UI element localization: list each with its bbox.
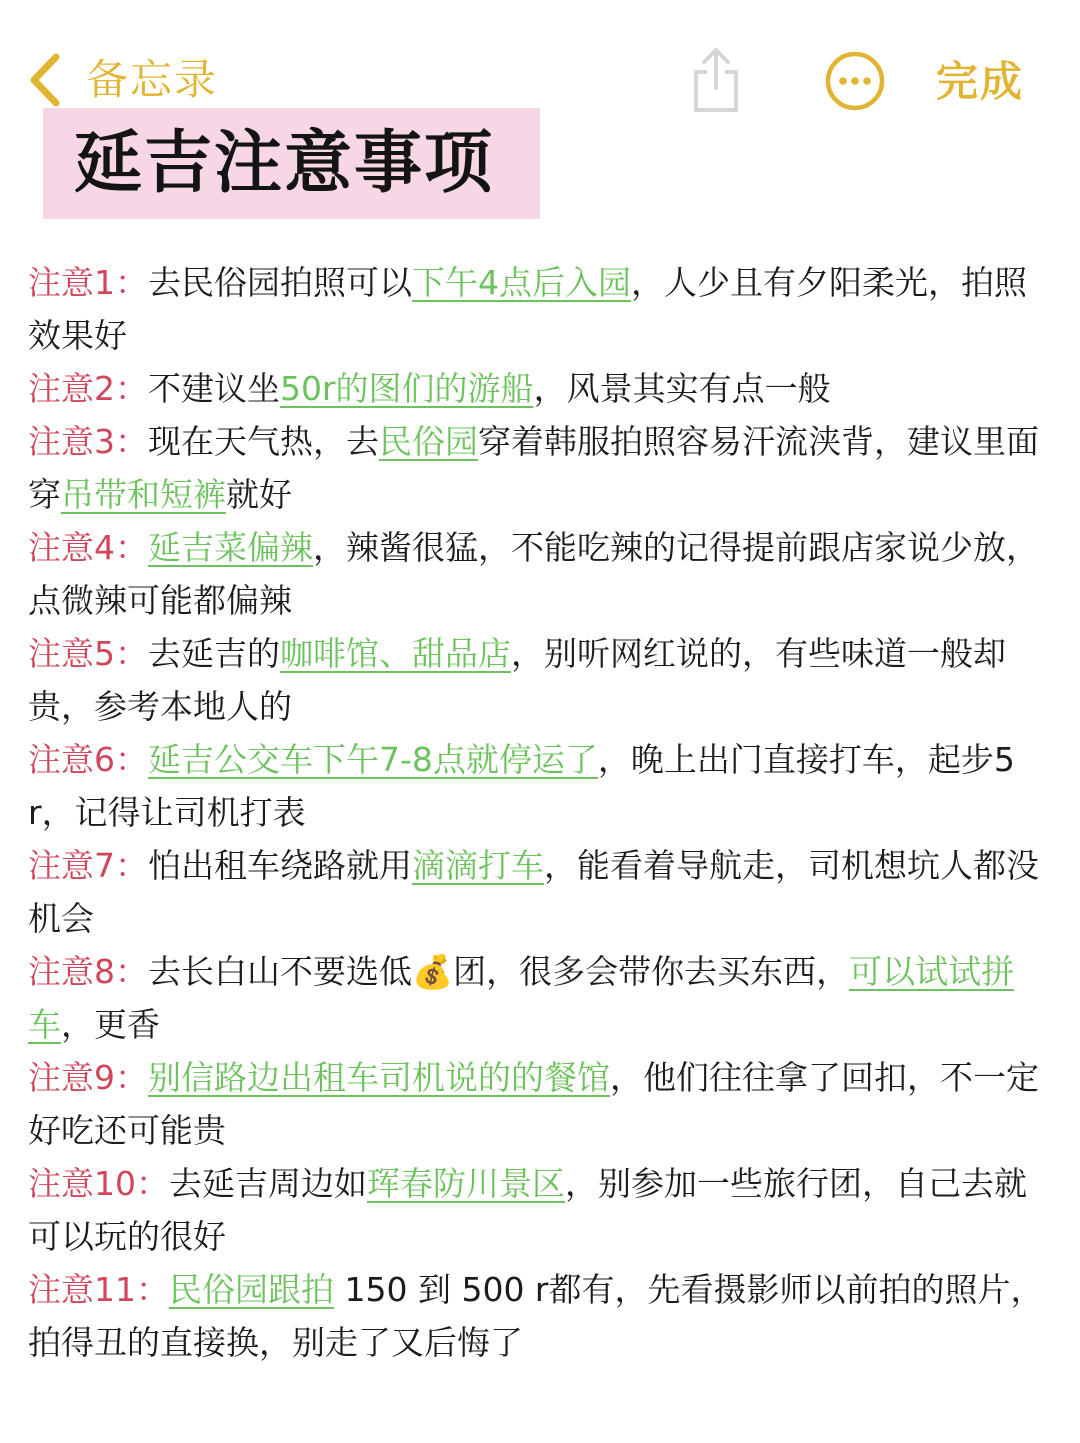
note-item <box>28 1157 1052 1263</box>
note-label: 注意9： <box>28 1058 148 1097</box>
note-text: ，能看着导航走，司机想坑人都没机会 <box>28 846 1039 938</box>
note-text: ，别听网红说的，有些味道一般却贵，参考本地人的 <box>28 634 1006 726</box>
note-label: 注意11： <box>28 1270 169 1309</box>
more-icon <box>824 97 886 116</box>
share-icon <box>688 101 744 120</box>
note-highlight: 别信路边出租车司机说的的餐馆 <box>148 1058 610 1097</box>
note-label: 注意8： <box>28 952 148 991</box>
note-text: ，晚上出门直接打车，起步5 r，记得让司机打表 <box>28 740 1015 832</box>
note-item <box>28 521 1052 627</box>
note-label: 注意1： <box>28 263 148 302</box>
note-label: 注意2： <box>28 369 148 408</box>
note-text: 150 到 500 r都有，先看摄影师以前拍的照片，拍得丑的直接换，别走了又后悔了 <box>28 1270 1044 1362</box>
note-text: ，他们往往拿了回扣，不一定好吃还可能贵 <box>28 1058 1039 1150</box>
chevron-left-icon <box>28 52 62 108</box>
note-label: 注意5： <box>28 634 148 673</box>
note-item <box>28 362 1052 415</box>
note-item <box>28 945 1052 1051</box>
note-highlight: 民俗园跟拍 <box>169 1270 334 1309</box>
note-text: ，别参加一些旅行团，自己去就可以玩的很好 <box>28 1164 1027 1256</box>
back-button[interactable] <box>28 50 218 110</box>
note-item <box>28 415 1052 521</box>
note-body <box>28 256 1052 1369</box>
done-button[interactable]: 完成 <box>936 57 1025 106</box>
note-text: 去民俗园拍照可以 <box>148 263 412 302</box>
note-text: 现在天气热，去 <box>148 422 379 461</box>
note-item <box>28 839 1052 945</box>
share-button[interactable] <box>688 46 744 120</box>
note-text: ，辣酱很猛，不能吃辣的记得提前跟店家说少放，点微辣可能都偏辣 <box>28 528 1039 620</box>
more-button[interactable] <box>824 50 886 116</box>
note-highlight: 下午4点后入园 <box>412 263 631 302</box>
note-highlight: 咖啡馆、甜品店 <box>280 634 511 673</box>
note-highlight: 滴滴打车 <box>412 846 544 885</box>
note-highlight: 珲春防川景区 <box>367 1164 565 1203</box>
note-text: 怕出租车绕路就用 <box>148 846 412 885</box>
note-label: 注意10： <box>28 1164 169 1203</box>
note-text: ，人少且有夕阳柔光，拍照效果好 <box>28 263 1027 355</box>
note-highlight: 吊带和短裤 <box>61 475 226 514</box>
note-item <box>28 627 1052 733</box>
back-label: 备忘录 <box>86 55 219 104</box>
note-item <box>28 256 1052 362</box>
note-text: 去长白山不要选低💰团，很多会带你去买东西， <box>148 952 850 991</box>
note-label: 注意7： <box>28 846 148 885</box>
note-text: 不建议坐 <box>148 369 280 408</box>
navigation-bar <box>0 0 1080 110</box>
note-item <box>28 733 1052 839</box>
note-highlight: 50r的图们的游船 <box>280 369 534 408</box>
note-text: 穿着韩服拍照容易汗流浃背，建议里面穿 <box>28 422 1039 514</box>
note-text: 去延吉周边如 <box>169 1164 367 1203</box>
note-label: 注意4： <box>28 528 148 567</box>
note-highlight: 民俗园 <box>379 422 478 461</box>
note-title: 延吉注意事项 <box>74 124 495 203</box>
note-label: 注意3： <box>28 422 148 461</box>
note-item <box>28 1051 1052 1157</box>
note-highlight: 可以试试拼车 <box>28 952 1015 1044</box>
note-label: 注意6： <box>28 740 148 779</box>
note-text: 就好 <box>226 475 292 514</box>
note-highlight: 延吉公交车下午7-8点就停运了 <box>148 740 598 779</box>
note-highlight: 延吉菜偏辣 <box>148 528 313 567</box>
note-text: 去延吉的 <box>148 634 280 673</box>
note-item <box>28 1263 1052 1369</box>
note-text: ，风景其实有点一般 <box>533 369 831 408</box>
note-text: ，更香 <box>61 1005 160 1044</box>
